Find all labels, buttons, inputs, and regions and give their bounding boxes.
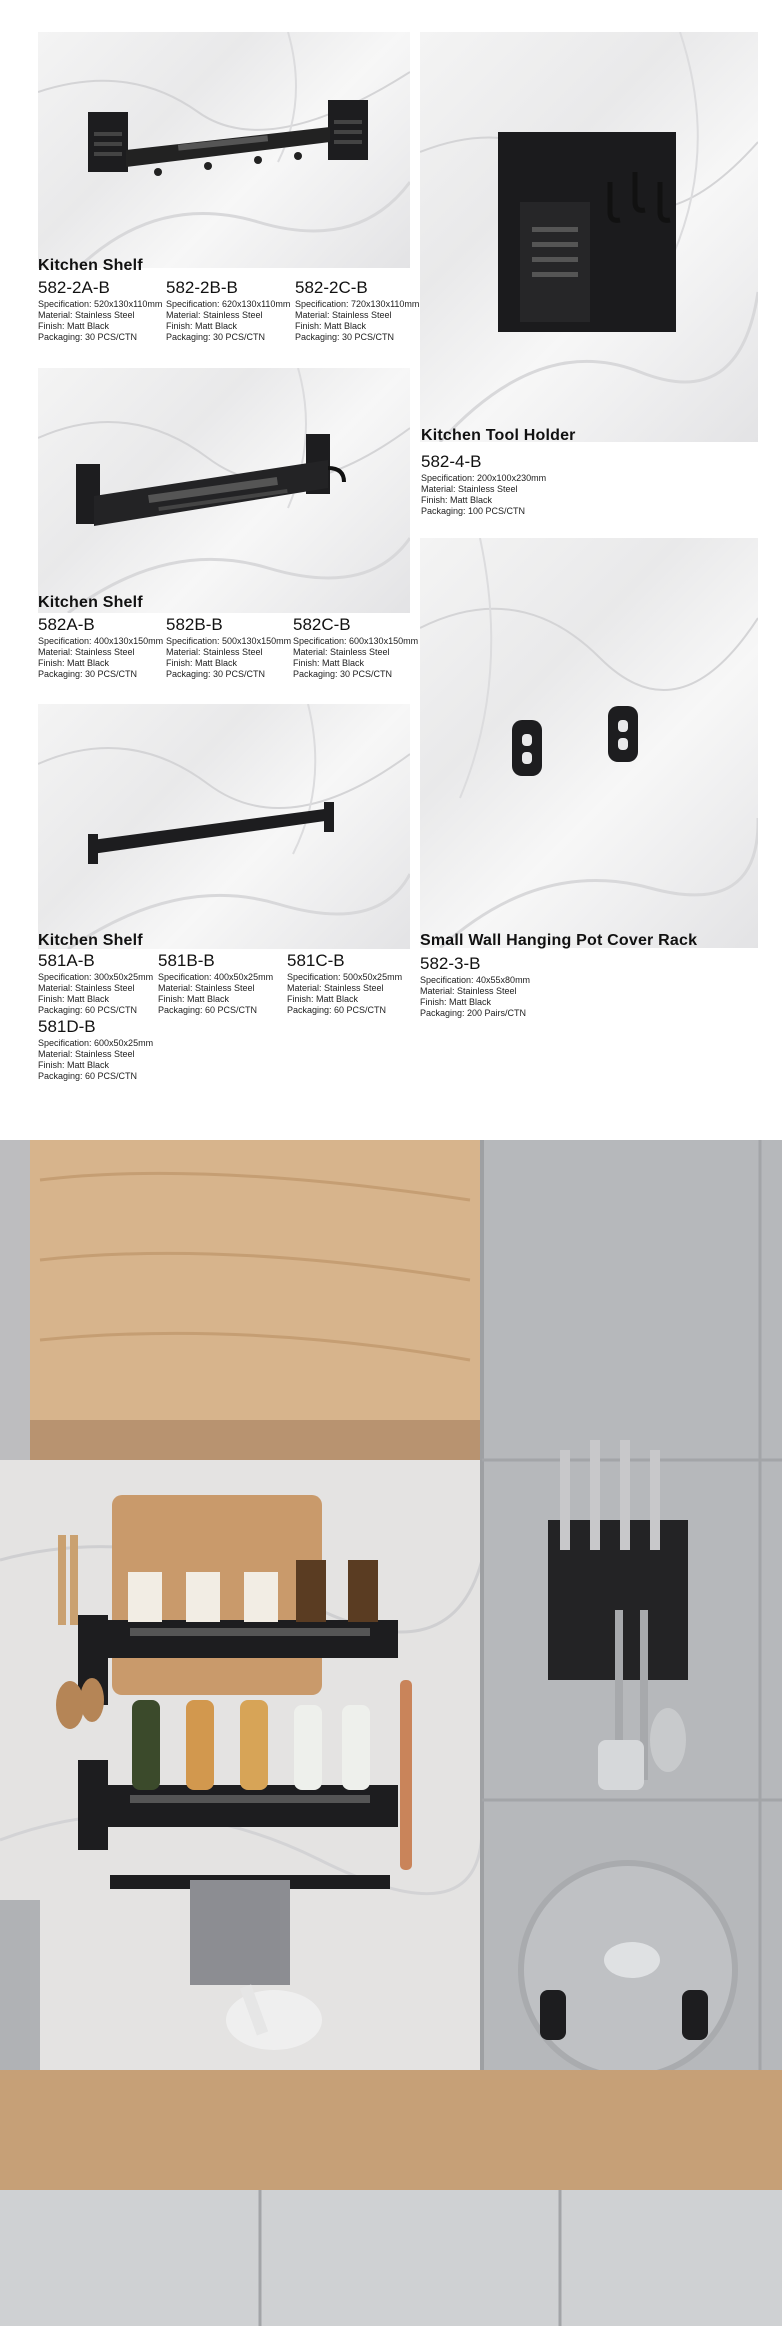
product-finish: Finish: Matt Black — [38, 1060, 110, 1070]
kitchen-scene-illustration — [0, 1140, 782, 2326]
product-code: 582-2A-B — [38, 278, 110, 297]
product-packaging: Packaging: 30 PCS/CTN — [166, 332, 266, 342]
basket-shelf-illustration — [38, 368, 410, 613]
product-finish: Finish: Matt Black — [293, 658, 365, 668]
kitchen-lifestyle-photo — [0, 1140, 782, 2326]
product-code: 582A-B — [38, 615, 95, 634]
product-finish: Finish: Matt Black — [287, 994, 359, 1004]
section-title-kitchen-tool-holder: Kitchen Tool Holder — [421, 427, 576, 444]
product-material: Material: Stainless Steel — [158, 983, 255, 993]
product-packaging: Packaging: 60 PCS/CTN — [38, 1071, 138, 1081]
product-packaging: Packaging: 100 PCS/CTN — [421, 506, 526, 516]
product-582-2A-B — [38, 278, 162, 343]
tool-holder-illustration — [420, 32, 758, 442]
product-code: 581C-B — [287, 951, 345, 970]
product-finish: Finish: Matt Black — [158, 994, 230, 1004]
product-packaging: Packaging: 60 PCS/CTN — [158, 1005, 258, 1015]
product-packaging: Packaging: 30 PCS/CTN — [293, 669, 393, 679]
product-581A-B — [38, 951, 153, 1016]
product-582-3-B — [420, 954, 530, 1019]
product-finish: Finish: Matt Black — [421, 495, 493, 505]
product-photo-582-2-shelf — [38, 32, 410, 268]
product-packaging: Packaging: 60 PCS/CTN — [287, 1005, 387, 1015]
product-582B-B — [166, 615, 291, 680]
product-finish: Finish: Matt Black — [420, 997, 492, 1007]
product-material: Material: Stainless Steel — [420, 986, 517, 996]
product-material: Material: Stainless Steel — [421, 484, 518, 494]
product-material: Material: Stainless Steel — [38, 310, 135, 320]
product-packaging: Packaging: 200 Pairs/CTN — [420, 1008, 527, 1018]
product-582-2B-B — [166, 278, 290, 343]
product-material: Material: Stainless Steel — [295, 310, 392, 320]
product-photo-581-towel-bar — [38, 704, 410, 949]
product-finish: Finish: Matt Black — [38, 658, 110, 668]
product-photo-582-3-pot-cover-rack — [420, 538, 758, 948]
product-582A-B — [38, 615, 163, 680]
product-581D-B — [38, 1017, 153, 1082]
product-packaging: Packaging: 30 PCS/CTN — [166, 669, 266, 679]
product-material: Material: Stainless Steel — [38, 983, 135, 993]
product-packaging: Packaging: 30 PCS/CTN — [38, 669, 138, 679]
product-material: Material: Stainless Steel — [166, 647, 263, 657]
section-title-kitchen-shelf-581: Kitchen Shelf — [38, 932, 143, 949]
pot-cover-rack-illustration — [420, 538, 758, 948]
product-code: 582B-B — [166, 615, 223, 634]
section-title-pot-cover-rack: Small Wall Hanging Pot Cover Rack — [420, 932, 698, 949]
product-code: 582-4-B — [421, 452, 482, 471]
product-material: Material: Stainless Steel — [38, 1049, 135, 1059]
product-packaging: Packaging: 60 PCS/CTN — [38, 1005, 138, 1015]
product-finish: Finish: Matt Black — [166, 321, 238, 331]
product-581B-B — [158, 951, 273, 1016]
product-material: Material: Stainless Steel — [287, 983, 384, 993]
product-finish: Finish: Matt Black — [38, 994, 110, 1004]
product-spec: Specification: 300x50x25mm — [38, 972, 154, 982]
product-spec: Specification: 520x130x110mm — [38, 299, 163, 309]
product-spec: Specification: 600x50x25mm — [38, 1038, 154, 1048]
product-spec: Specification: 40x55x80mm — [420, 975, 531, 985]
product-packaging: Packaging: 30 PCS/CTN — [38, 332, 138, 342]
product-photo-582-4-tool-holder — [420, 32, 758, 442]
section-title-kitchen-shelf-582-2: Kitchen Shelf — [38, 257, 143, 274]
product-spec: Specification: 620x130x110mm — [166, 299, 291, 309]
towel-bar-illustration — [38, 704, 410, 949]
product-spec: Specification: 500x130x150mm — [166, 636, 292, 646]
product-spec: Specification: 720x130x110mm — [295, 299, 420, 309]
product-spec: Specification: 400x50x25mm — [158, 972, 274, 982]
product-packaging: Packaging: 30 PCS/CTN — [295, 332, 395, 342]
product-finish: Finish: Matt Black — [295, 321, 367, 331]
shelf-with-cups-illustration — [38, 32, 410, 268]
product-582-2C-B — [295, 278, 419, 343]
product-582C-B — [293, 615, 418, 680]
product-code: 582-2C-B — [295, 278, 368, 297]
product-finish: Finish: Matt Black — [38, 321, 110, 331]
product-code: 582-2B-B — [166, 278, 238, 297]
product-code: 581D-B — [38, 1017, 96, 1036]
product-finish: Finish: Matt Black — [166, 658, 238, 668]
product-material: Material: Stainless Steel — [166, 310, 263, 320]
product-code: 582C-B — [293, 615, 351, 634]
product-581C-B — [287, 951, 402, 1016]
product-code: 581B-B — [158, 951, 215, 970]
product-582-4-B — [421, 452, 546, 517]
product-code: 581A-B — [38, 951, 95, 970]
product-material: Material: Stainless Steel — [293, 647, 390, 657]
product-spec: Specification: 400x130x150mm — [38, 636, 164, 646]
section-title-kitchen-shelf-582: Kitchen Shelf — [38, 594, 143, 611]
product-spec: Specification: 200x100x230mm — [421, 473, 547, 483]
product-photo-582-shelf — [38, 368, 410, 613]
product-material: Material: Stainless Steel — [38, 647, 135, 657]
product-spec: Specification: 500x50x25mm — [287, 972, 403, 982]
product-code: 582-3-B — [420, 954, 481, 973]
product-spec: Specification: 600x130x150mm — [293, 636, 419, 646]
